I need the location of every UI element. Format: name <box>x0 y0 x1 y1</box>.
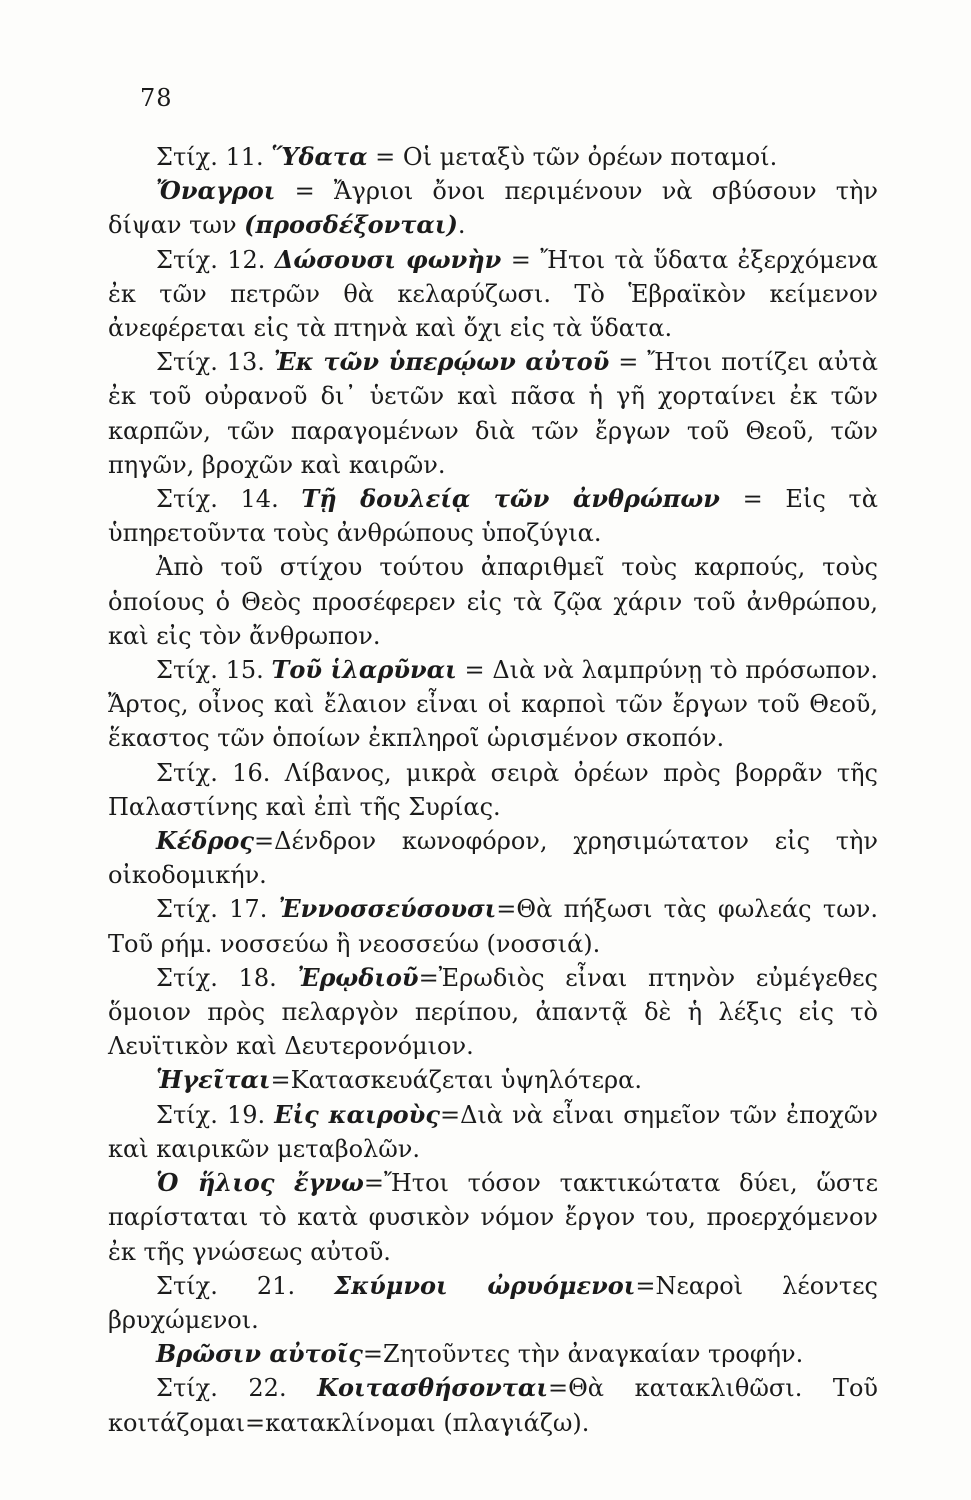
verse-ref: Στίχ. 14. <box>156 485 302 514</box>
verse-ref: Στίχ. 13. <box>156 348 274 377</box>
paragraph-fruits <box>108 550 878 653</box>
paragraph-verse-16 <box>108 756 878 824</box>
lemma-secondary: (προσδέξονται) <box>244 210 458 240</box>
lemma: Τοῦ ἱλαρῦναι <box>271 655 457 685</box>
lemma: Ἡγεῖται <box>156 1065 271 1095</box>
lemma: Ἐκ τῶν ὑπερῴων αὐτοῦ <box>273 347 610 377</box>
gloss: =Κατασκευάζεται ὑψηλότερα. <box>270 1066 642 1095</box>
paragraph-hegeitai <box>108 1063 878 1097</box>
paragraph-verse-13 <box>108 345 878 482</box>
lemma: Τῇ δουλείᾳ τῶν ἀνθρώπων <box>301 484 720 514</box>
paragraph-helios <box>108 1166 878 1269</box>
gloss: = Οἱ μεταξὺ τῶν ὀρέων ποταμοί. <box>367 143 778 171</box>
lemma: Ὄναγροι <box>156 176 276 206</box>
lemma: Ἐννοσσεύσουσι <box>278 894 497 924</box>
gloss: =Ζητοῦντες τὴν ἀναγκαίαν τροφήν. <box>362 1340 804 1369</box>
gloss: = Εἰς τὰ ὑπηρετοῦντα τοὺς ἀνθρώπους ὑποζύγια. <box>108 485 878 548</box>
gloss: = Ἄγριοι ὄνοι περιμένουν νὰ σβύσουν τὴν δίψαν των <box>108 177 878 240</box>
gloss: Λίβανος, μικρὰ σειρὰ ὀρέων πρὸς βορρᾶν τῆς Παλαστίνης καὶ ἐπὶ τῆς Συρίας. <box>108 758 878 821</box>
gloss: =Νεαροὶ λέοντες βρυχώμενοι. <box>108 1271 878 1334</box>
paragraph-verse-17 <box>108 892 878 960</box>
lemma: Βρῶσιν αὐτοῖς <box>156 1339 363 1369</box>
paragraph-verse-22 <box>108 1371 878 1439</box>
gloss: =Θὰ κατακλιθῶσι. Τοῦ κοιτάζομαι=κατακλίνομαι (πλαγιάζω). <box>108 1374 878 1437</box>
lemma: Δώσουσι φωνὴν <box>274 244 502 274</box>
verse-ref: Στίχ. 11. <box>156 143 272 171</box>
gloss: = Ἤτοι ποτίζει αὐτὰ ἐκ τοῦ οὐρανοῦ δι᾿ ὑετῶν καὶ πᾶσα ἡ γῆ χορταίνει ἐκ τῶν καρπῶν, τῶν παραγομένων διὰ τῶν ἔργων τοῦ Θεοῦ, τῶν πηγῶν, βροχῶν καὶ καιρῶν. <box>108 348 879 479</box>
lemma: Κέδρος <box>156 826 255 856</box>
page-number: 78 <box>140 84 173 112</box>
paragraph-onagroi <box>108 174 878 242</box>
lemma: Ἐρῳδιοῦ <box>297 962 419 992</box>
gloss: =Ἤτοι τόσον τακτικώτατα δύει, ὥστε παρίσταται τὸ κατὰ φυσικὸν νόμον ἔργον του, προερχόμενον ἐκ τῆς γνώσεως αὐτοῦ. <box>108 1169 878 1266</box>
gloss-suffix: . <box>457 211 466 240</box>
lemma: Κοιτασθήσονται <box>317 1373 549 1403</box>
verse-ref: Στίχ. 22. <box>156 1374 318 1403</box>
gloss: =Ἐρωδιὸς εἶναι πτηνὸν εὐμέγεθες ὅμοιον πρὸς πελαργὸν περίπου, ἀπαντᾷ δὲ ἡ λέξις εἰς τὸ Λευϊτικὸν καὶ Δευτερονόμιον. <box>108 963 878 1061</box>
paragraph-kedros <box>108 824 878 892</box>
lemma: Σκύμνοι ὠρυόμενοι <box>334 1270 636 1300</box>
verse-ref: Στίχ. 21. <box>156 1271 335 1300</box>
verse-ref: Στίχ. 15. <box>156 656 272 685</box>
gloss: =Δένδρον κωνοφόρον, χρησιμώτατον εἰς τὴν οἰκοδομικήν. <box>108 827 878 890</box>
verse-ref: Στίχ. 12. <box>156 245 275 274</box>
paragraph-verse-14 <box>108 482 878 550</box>
lemma: Ὁ ἥλιος ἔγνω <box>156 1168 364 1198</box>
verse-ref: Στίχ. 19. <box>156 1100 275 1129</box>
gloss: =Διὰ νὰ εἶναι σημεῖον τῶν ἐποχῶν καὶ καιρικῶν μεταβολῶν. <box>108 1100 878 1163</box>
paragraph-verse-19 <box>108 1098 878 1166</box>
verse-ref: Στίχ. 16. <box>156 758 285 787</box>
gloss: Ἀπὸ τοῦ στίχου τούτου ἀπαριθμεῖ τοὺς καρπούς, τοὺς ὁποίους ὁ Θεὸς προσέφερεν εἰς τὰ ζῷα χάριν τοῦ ἀνθρώπου, καὶ εἰς τὸν ἄνθρωπον. <box>108 553 878 650</box>
paragraph-verse-18 <box>108 961 878 1064</box>
paragraph-verse-15 <box>108 653 878 756</box>
gloss: = Διὰ νὰ λαμπρύνῃ τὸ πρόσωπον. Ἄρτος, οἶνος καὶ ἔλαιον εἶναι οἱ καρποὶ τῶν ἔργων τοῦ Θεοῦ, ἕκαστος τῶν ὁποίων ἐκπληροῖ ὡρισμένον σκοπόν. <box>108 656 878 753</box>
gloss: = Ἤτοι τὰ ὕδατα ἐξερχόμενα ἐκ τῶν πετρῶν θὰ κελαρύζωσι. Τὸ Ἑβραϊκὸν κείμενον ἀνεφέρεται εἰς τὰ πτηνὰ καὶ ὄχι εἰς τὰ ὕδατα. <box>108 245 878 343</box>
lemma: Ὕδατα <box>271 142 368 171</box>
verse-ref: Στίχ. 17. <box>156 895 279 924</box>
verse-ref: Στίχ. 18. <box>156 963 298 992</box>
paragraph-verse-21 <box>108 1269 878 1337</box>
paragraph-verse-11 <box>108 140 878 174</box>
gloss: =Θὰ πήξωσι τὰς φωλεάς των. Τοῦ ρήμ. νοσσεύω ἢ νεοσσεύω (νοσσιά). <box>108 895 878 958</box>
lemma: Εἰς καιροὺς <box>274 1099 440 1129</box>
commentary-text <box>108 140 878 1440</box>
paragraph-verse-12 <box>108 243 878 346</box>
paragraph-brosin <box>108 1337 878 1371</box>
